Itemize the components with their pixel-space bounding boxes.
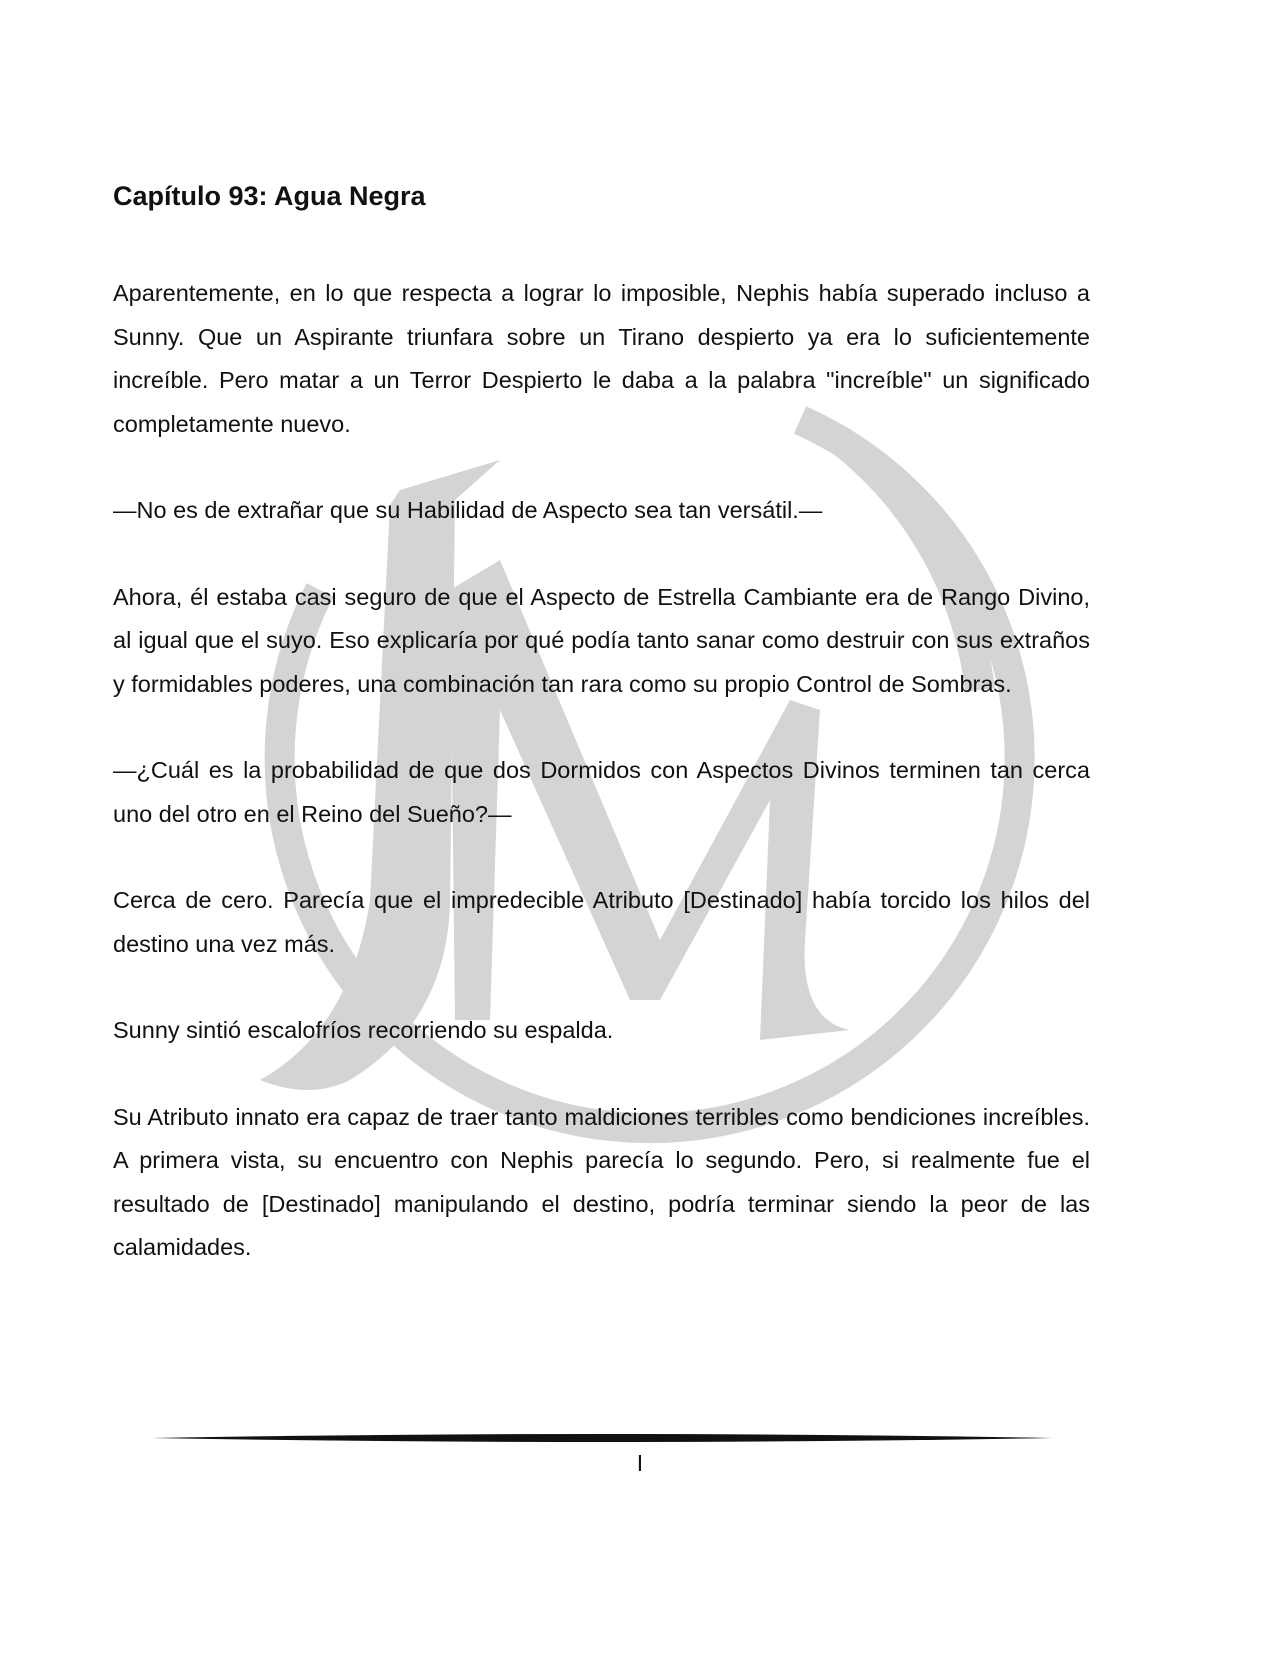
paragraph: Sunny sintió escalofríos recorriendo su espalda. <box>113 1017 614 1043</box>
paragraph: Aparentemente, en lo que respecta a lograr lo imposible, Nephis había superado incluso a Sunny. Que un Aspirante triunfara sobre un Tirano despierto ya era lo suficientemente increíble. Pero matar a un Terror Despierto le daba a la palabra "increíble" un significado completamente nuevo. <box>113 280 1090 437</box>
paragraph: Ahora, él estaba casi seguro de que el Aspecto de Estrella Cambiante era de Rango Divino, al igual que el suyo. Eso explicaría por qué podía tanto sanar como destruir con sus extraños y formidables poderes, una combinación tan rara como su propio Control de Sombras. <box>113 583 1090 697</box>
dialogue-paragraph: —No es de extrañar que su Habilidad de Aspecto sea tan versátil.— <box>113 497 823 523</box>
page-number: I <box>636 1450 644 1476</box>
chapter-page <box>113 170 1090 1313</box>
footer-divider <box>152 1432 1052 1444</box>
chapter-title: Capítulo 93: Agua Negra <box>113 181 426 211</box>
paragraph: Cerca de cero. Parecía que el impredecible Atributo [Destinado] había torcido los hilos del destino una vez más. <box>113 887 1090 957</box>
paragraph: Su Atributo innato era capaz de traer tanto maldiciones terribles como bendiciones increíbles. A primera vista, su encuentro con Nephis parecía lo segundo. Pero, si realmente fue el resultado de [Destinado] manipulando el destino, podría terminar siendo la peor de las calamidades. <box>113 1103 1090 1260</box>
dialogue-paragraph: —¿Cuál es la probabilidad de que dos Dormidos con Aspectos Divinos terminen tan cerca uno del otro en el Reino del Sueño?— <box>113 757 1090 827</box>
